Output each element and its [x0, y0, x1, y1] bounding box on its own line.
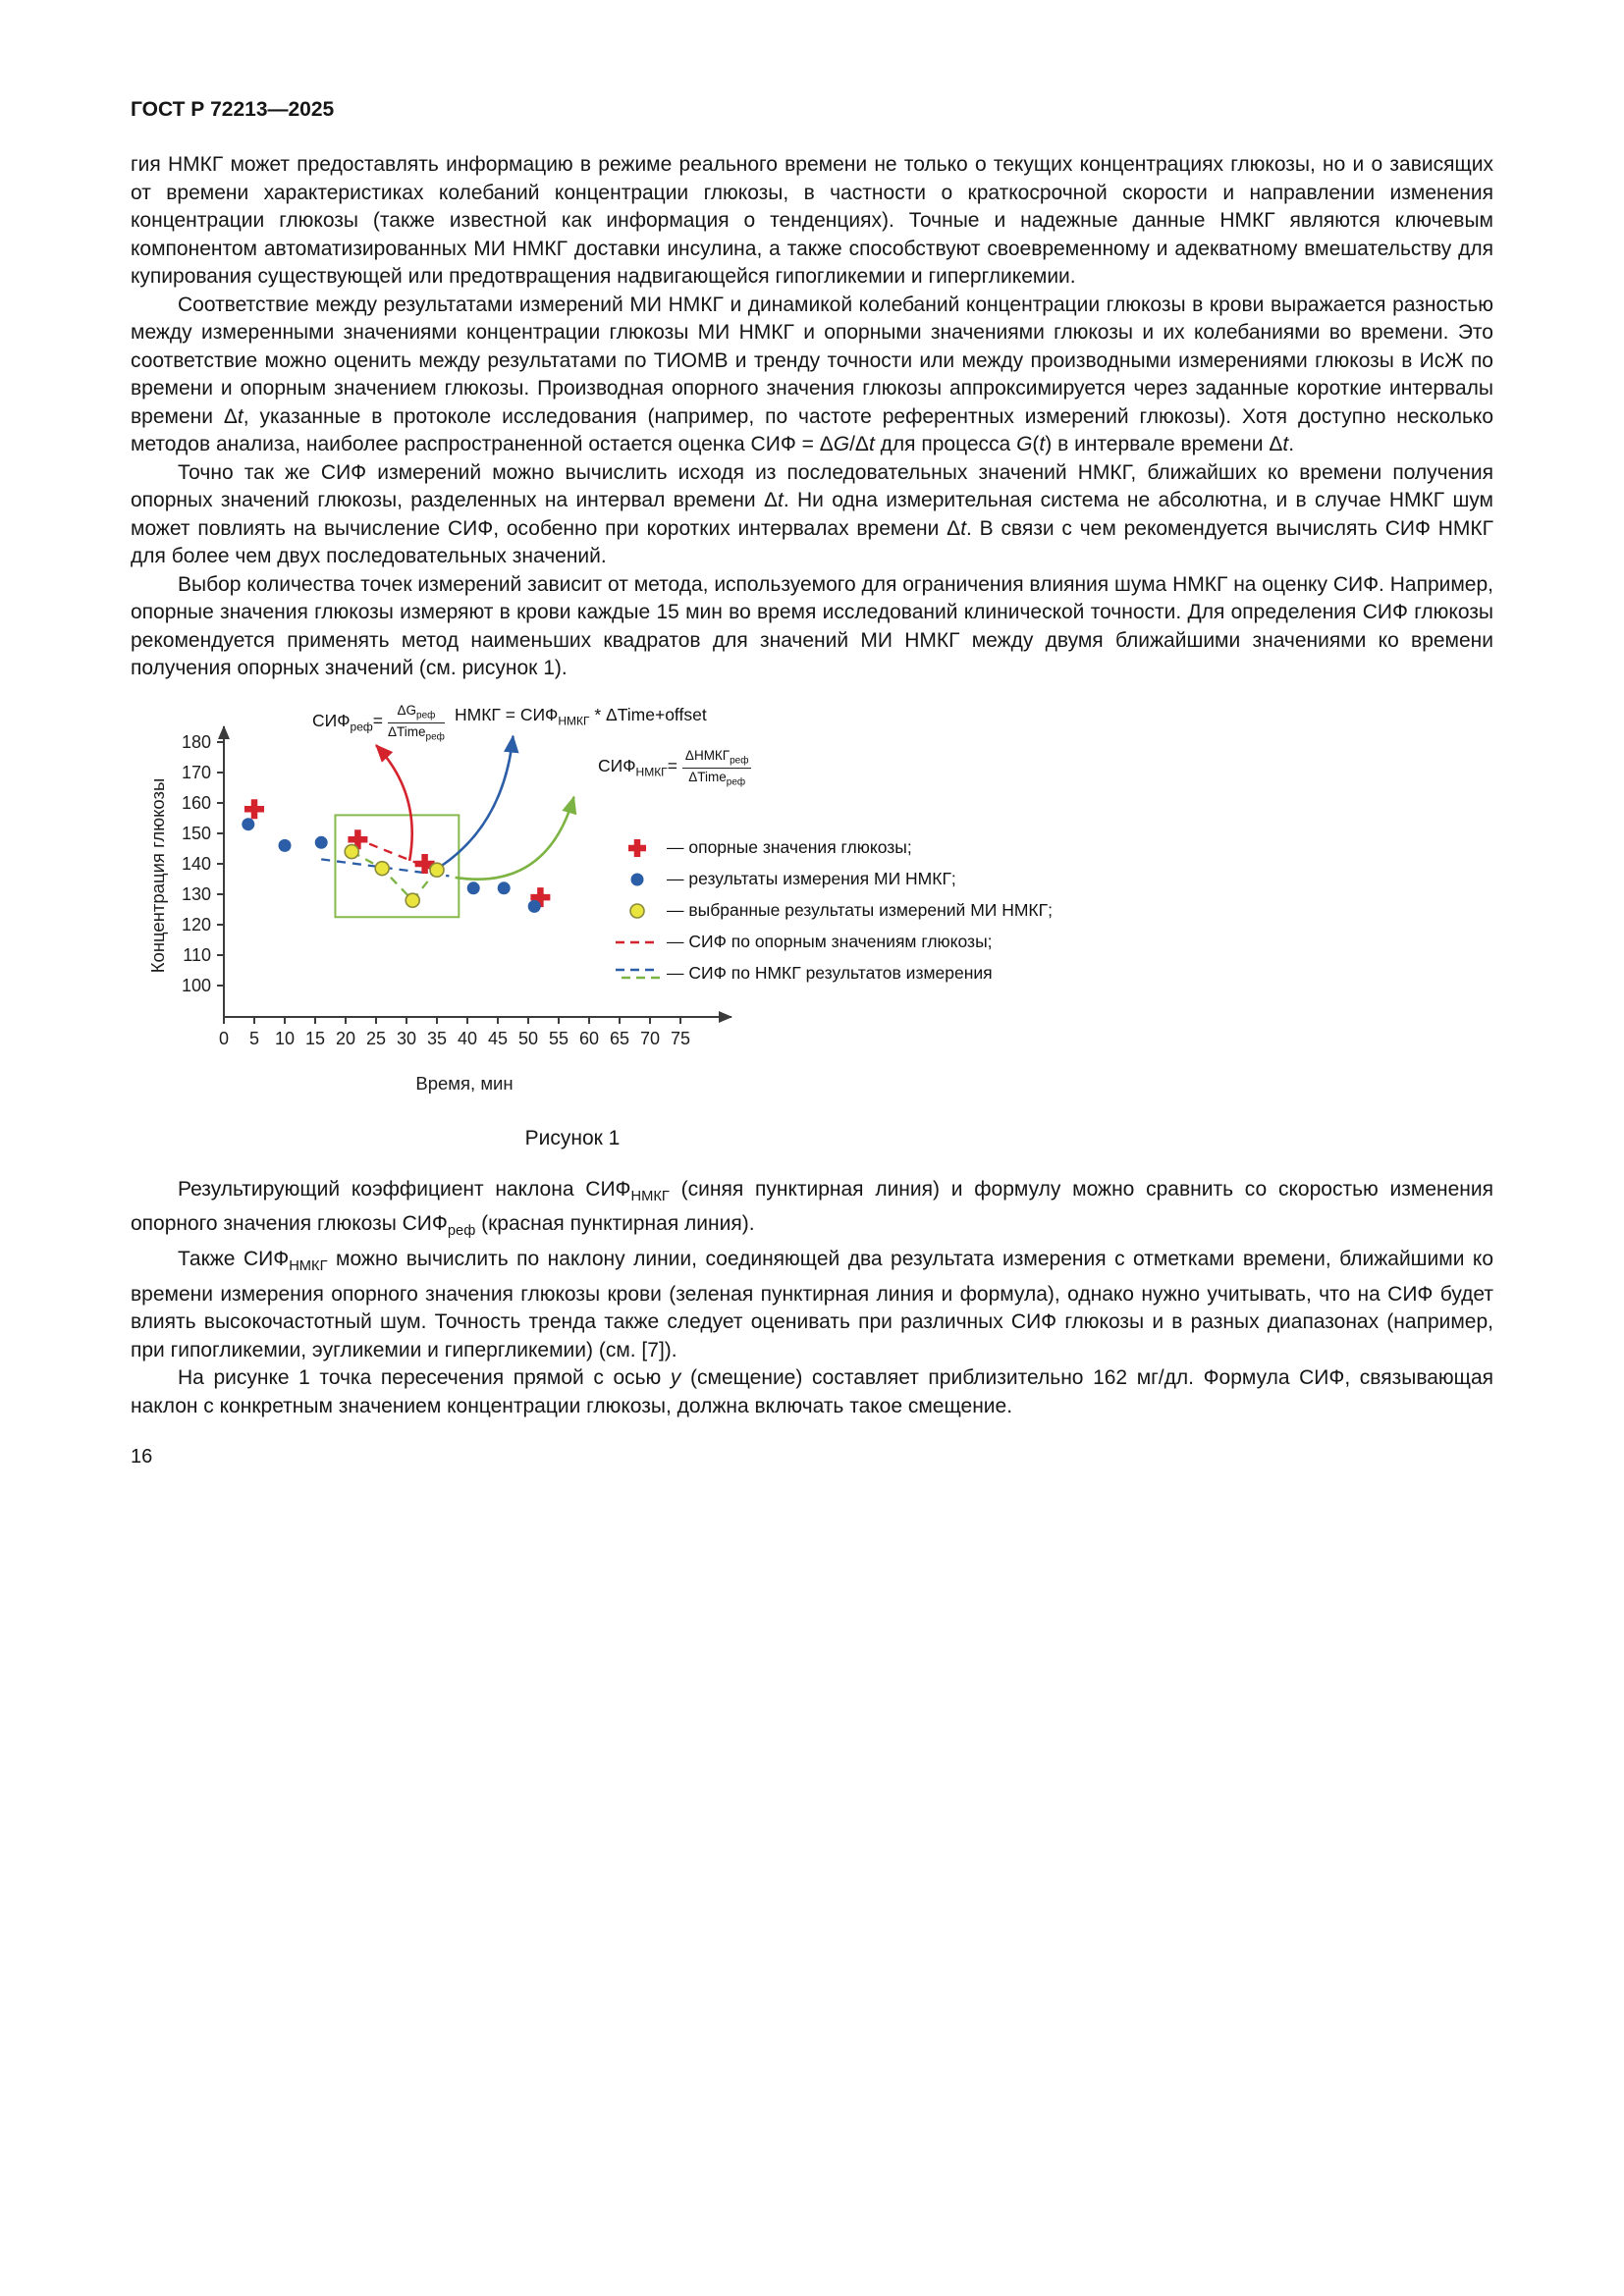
legend-label: — выбранные результаты измерений МИ НМКГ; [667, 900, 1053, 920]
measurement-point [498, 881, 511, 894]
formula-sif-ref [312, 703, 445, 743]
measurement-point [467, 881, 480, 894]
x-tick-label: 20 [335, 1028, 356, 1048]
measurement-point [279, 838, 292, 851]
dash-icon [614, 935, 661, 949]
legend-label: — результаты измерения МИ НМКГ; [667, 869, 956, 888]
document-code: ГОСТ Р 72213—2025 [131, 98, 335, 121]
formula-text: НМКГ = $СИФ_{НМКГ}$ * ΔTime+offset [455, 704, 707, 727]
formula-sif-nmkg [598, 748, 751, 788]
x-tick-label: 65 [609, 1028, 630, 1048]
x-tick-label: 25 [365, 1028, 387, 1048]
paragraph: Точно так же СИФ измерений можно вычислить исходя из последовательных значений НМКГ, ближайших ко времени получения опорных значений глюкозы, разделенных на интервал времени Δt. Ни одна измерительная система не абсолютна, и в случае НМКГ шум может повлиять на вычисление СИФ, особенно при коротких интервалах времени Δt. В связи с чем рекомендуется вычислять СИФ НМКГ для более чем двух последовательных значений. [131, 460, 1494, 567]
double-dash-icon [614, 965, 661, 983]
y-tick-label: 100 [181, 975, 211, 995]
formula-fraction: $\frac{\Delta G_{реф}}{\Delta Time_{реф}}$ [388, 702, 445, 743]
paragraph: гия НМКГ может предоставлять информацию в режиме реального времени не только о текущих концентрациях глюкозы, но и о зависящих от времени характеристиках колебаний концентрации глюкозы, в частности о краткосрочной скорости и направлении изменения концентрации глюкозы (также известной как информация о тенденциях). Точные и надежные данные НМКГ являются ключевым компонентом автоматизированных МИ НМКГ доставки инсулина, а также способствуют своевременному и адекватному вмешательству для купирования существующей или предотвращения надвигающейся гипогликемии и гипергликемии. [131, 153, 1493, 288]
formula-lhs: $СИФ_{НМКГ}=$ [598, 756, 677, 779]
paragraph: Выбор количества точек измерений зависит от метода, используемого для ограничения влияния шума НМКГ на оценку СИФ. Например, опорные значения глюкозы измеряют в крови каждые 15 мин во время исследований клинической точности. Для определения СИФ глюкозы рекомендуется применять метод наименьших квадратов для значений МИ НМКГ между двумя ближайшими значениями ко времени получения опорных значений (см. рисунок 1). [131, 572, 1493, 679]
x-tick-label: 75 [670, 1028, 691, 1048]
formula-fraction: $\frac{\Delta НМКГ_{реф}}{\Delta Time_{реф}}$ [682, 748, 752, 788]
y-axis-label: Концентрация глюкозы [147, 777, 168, 973]
legend-item [614, 836, 1053, 860]
dot-icon [614, 870, 661, 889]
legend-item [614, 931, 1053, 954]
x-tick-label: 45 [487, 1028, 509, 1048]
x-tick-label: 55 [548, 1028, 569, 1048]
y-tick-label: 170 [181, 762, 211, 782]
x-tick-label: 60 [578, 1028, 600, 1048]
x-tick-label: 10 [274, 1028, 296, 1048]
x-tick-label: 15 [304, 1028, 326, 1048]
legend-item [614, 899, 1053, 923]
formula-lhs: $СИФ_{реф}=$ [312, 711, 383, 734]
y-tick-label: 120 [181, 914, 211, 934]
x-tick-label: 0 [218, 1028, 230, 1048]
selected-point [375, 861, 389, 875]
paragraph: Также $СИФ_{НМКГ}$ можно вычислить по наклону линии, соединяющей два результата измерения с отметками времени, ближайшими ко времени измерения опорного значения глюкозы крови (зеленая пунктирная линия и формула), однако нужно учитывать, что на СИФ будет влиять высокочастотный шум. Точность тренда также следует оценивать при различных СИФ глюкозы и в разных диапазонах (например, при гипогликемии, эугликемии и гипергликемии) (см. [7]). [131, 1247, 1493, 1362]
legend-item [614, 962, 1053, 986]
legend-item [614, 868, 1053, 891]
x-tick-label: 40 [457, 1028, 478, 1048]
formula-nmkg-line [455, 705, 707, 728]
x-tick-label: 70 [639, 1028, 661, 1048]
y-tick-label: 130 [181, 883, 211, 904]
y-tick-label: 110 [183, 944, 211, 965]
legend-label: — опорные значения глюкозы; [667, 837, 912, 857]
selected-point [345, 844, 358, 858]
annotation-arrow [440, 735, 513, 866]
x-tick-label: 5 [248, 1028, 260, 1048]
x-axis-label: Время, мин [415, 1072, 514, 1094]
annotation-arrow [376, 745, 412, 861]
figure-1 [131, 697, 1493, 1101]
dot-outline-icon [614, 901, 661, 921]
body-text-bottom [131, 1176, 1493, 1421]
figure-legend [614, 836, 1053, 986]
body-text-top [131, 151, 1493, 683]
x-tick-label: 30 [396, 1028, 417, 1048]
selected-point [406, 893, 419, 907]
paragraph: Соответствие между результатами измерений МИ НМКГ и динамикой колебаний концентрации глюкозы в крови выражается разностью между измеренными значениями концентрации глюкозы МИ НМКГ и опорными значениями глюкозы и их колебаниями во времени. Это соответствие можно оценить между результатами по ТИОМВ и тренду точности или между производными измерениями глюкозы в ИсЖ по времени и опорным значением глюкозы. Производная опорного значения глюкозы аппроксимируется через заданные короткие интервалы времени Δt, указанные в протоколе исследования (например, по частоте референтных измерений глюкозы). Хотя доступно несколько методов анализа, наиболее распространенной остается оценка СИФ = ΔG/Δt для процесса G(t) в интервале времени Δt. [131, 293, 1493, 455]
legend-label: — СИФ по НМКГ результатов измерения [667, 963, 993, 983]
y-tick-label: 150 [181, 823, 211, 843]
measurement-point [315, 835, 328, 848]
paragraph: Результирующий коэффициент наклона $СИФ_{НМКГ}$ (синяя пунктирная линия) и формулу можно сравнить со скоростью изменения опорного значения глюкозы $СИФ_{реф}$ (красная пунктирная линия). [131, 1177, 1493, 1240]
selected-point [430, 863, 444, 877]
measurement-point [242, 818, 254, 830]
x-tick-label: 35 [426, 1028, 448, 1048]
y-tick-label: 160 [181, 792, 211, 813]
legend-label: — СИФ по опорным значениям глюкозы; [667, 932, 993, 951]
figure-caption: Рисунок 1 [524, 1126, 621, 1149]
cross-icon [614, 836, 661, 860]
y-tick-label: 180 [181, 731, 211, 752]
reference-point [244, 799, 264, 819]
y-tick-label: 140 [181, 853, 211, 874]
page-number: 16 [131, 1446, 153, 1468]
x-tick-label: 50 [517, 1028, 539, 1048]
paragraph: На рисунке 1 точка пересечения прямой с осью y (смещение) составляет приблизительно 162 мг/дл. Формула СИФ, связывающая наклон с конкретным значением концентрации глюкозы, должна включать такое смещение. [131, 1366, 1493, 1417]
measurement-point [528, 899, 541, 912]
